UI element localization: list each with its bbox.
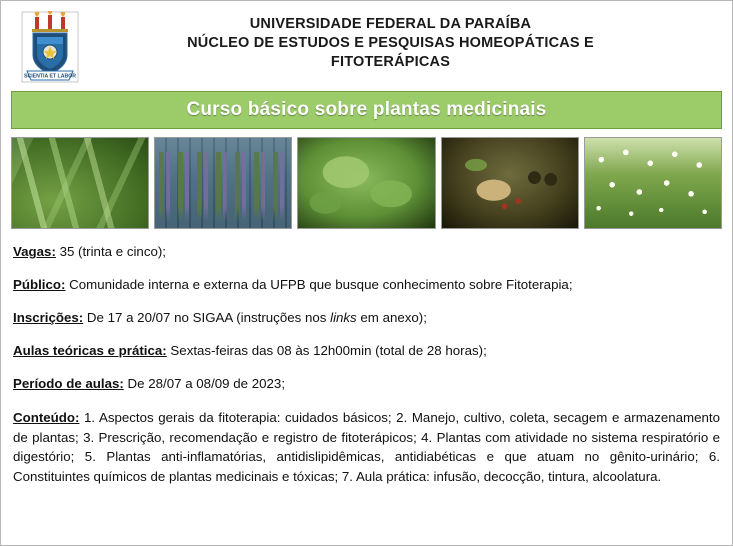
institution-titles (79, 9, 722, 72)
detail-conteudo-label: Conteúdo: (13, 410, 80, 425)
course-details (13, 243, 720, 486)
detail-periodo (13, 375, 720, 392)
detail-inscricoes-value-italic: links (330, 310, 357, 325)
detail-inscricoes-value-after: em anexo); (356, 310, 427, 325)
institution-line-2: NÚCLEO DE ESTUDOS E PESQUISAS HOMEOPÁTICAS E (187, 35, 594, 51)
detail-periodo-label: Período de aulas: (13, 376, 124, 391)
ufpb-crest-icon (21, 11, 79, 83)
detail-inscricoes-value-before: De 17 a 20/07 no SIGAA (instruções nos (83, 310, 331, 325)
green-leaves-photo (297, 137, 435, 229)
detail-conteudo (13, 408, 720, 486)
header (1, 1, 732, 85)
detail-periodo-value: De 28/07 a 08/09 de 2023; (123, 376, 286, 391)
detail-aulas-value: Sextas-feiras das 08 às 12h00min (total de 28 horas); (166, 343, 487, 358)
svg-text:SCIENTIA ET LABOR: SCIENTIA ET LABOR (24, 73, 76, 80)
detail-vagas (13, 243, 720, 260)
hanging-herbs-photo (154, 137, 292, 229)
detail-publico (13, 276, 720, 293)
daisy-field-photo (584, 137, 722, 229)
detail-aulas (13, 342, 720, 359)
institution-line-3: FITOTERÁPICAS (330, 54, 451, 70)
photo-strip (11, 137, 722, 229)
detail-publico-value: Comunidade interna e externa da UFPB que busque conhecimento sobre Fitoterapia; (65, 277, 573, 292)
course-title-bar (11, 91, 722, 129)
detail-inscricoes (13, 309, 720, 326)
detail-inscricoes-label: Inscrições: (13, 310, 84, 325)
institution-line-1: UNIVERSIDADE FEDERAL DA PARAÍBA (249, 16, 532, 32)
course-title: Curso básico sobre plantas medicinais (186, 99, 547, 120)
aloe-vera-photo (11, 137, 149, 229)
detail-aulas-label: Aulas teóricas e prática: (13, 343, 167, 358)
mortar-and-bottles-photo (441, 137, 579, 229)
detail-vagas-label: Vagas: (13, 244, 56, 259)
detail-conteudo-text: 1. Aspectos gerais da fitoterapia: cuidados básicos; 2. Manejo, cultivo, coleta, secagem e armazenamento de plantas; 3. Prescrição, recomendação e registro de fitoterápicos; 4. Plantas com atividade no sistema respiratório e digestório; 5. Plantas anti-inflamatórias, antidislipidêmicas, antidiabéticas e que atuam no gênito-urinário; 6. Constituintes químicos de plantas medicinais e tóxicas; 7. Aula prática: infusão, decocção, tintura, alcoolatura. (13, 410, 720, 484)
detail-vagas-value: 35 (trinta e cinco); (55, 244, 166, 259)
detail-publico-label: Público: (13, 277, 66, 292)
